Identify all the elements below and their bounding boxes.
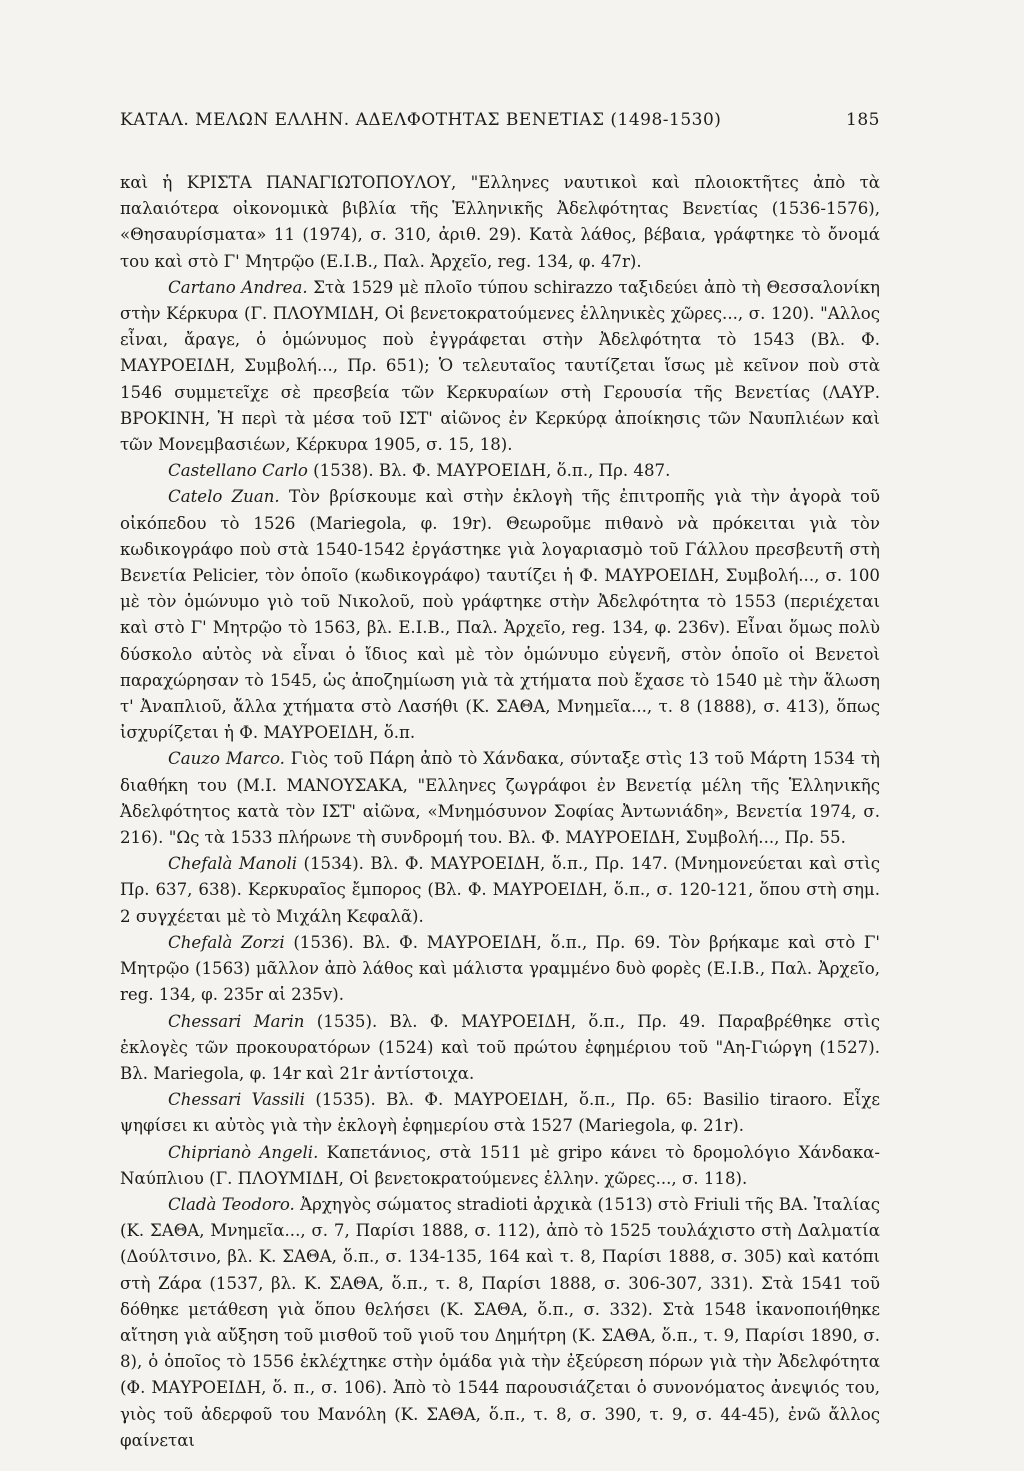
running-head-title: ΚΑΤΑΛ. ΜΕΛΩΝ ΕΛΛΗΝ. ΑΔΕΛΦΟΤΗΤΑΣ ΒΕΝΕΤΙΑΣ (1498-1530) xyxy=(120,110,722,130)
entry-text: Γιὸς τοῦ Πάρη ἀπὸ τὸ Χάνδακα, σύνταξε στὶς 13 τοῦ Μάρτη 1534 τὴ διαθήκη του (Μ.Ι. ΜΑΝΟΥΣΑΚΑ, "Ελληνες ζωγράφοι ἐν Βενετίᾳ μέλη τῆς Ἑλληνικῆς Ἀδελφότητος κατὰ τὸν ΙΣΤ' αἰῶνα, «Μνημόσυνον Σοφίας Ἀντωνιάδη», Βενετία 1974, σ. 216). "Ως τὰ 1533 πλήρωνε τὴ συνδρομή του. Βλ. Φ. ΜΑΥΡΟΕΙΔΗ, Συμβολή..., Πρ. 55. xyxy=(120,749,880,848)
entry-cauzo-marco xyxy=(120,746,880,851)
entry-heading: Cauzo Marco. xyxy=(168,749,285,769)
entry-chessari-marin xyxy=(120,1009,880,1088)
entry-catelo-zuan xyxy=(120,484,880,746)
page-number: 185 xyxy=(846,110,880,130)
entry-chessari-vassili xyxy=(120,1087,880,1139)
running-head xyxy=(120,110,880,130)
paragraph-continuation xyxy=(120,170,880,275)
entry-heading: Chefalà Zorzi xyxy=(168,932,285,952)
entry-text: Στὰ 1529 μὲ πλοῖο τύπου schirazzo ταξιδεύει ἀπὸ τὴ Θεσσαλονίκη στὴν Κέρκυρα (Γ. ΠΛΟΥΜΙΔΗ, Οἱ βενετοκρατούμενες ἑλληνικὲς χῶρες..., σ. 120). "Αλλος εἶναι, ἄραγε, ὁ ὁμώνυμος ποὺ ἐγγράφεται στὴν Ἀδελφότητα τὸ 1543 (Βλ. Φ. ΜΑΥΡΟΕΙΔΗ, Συμβολή..., Πρ. 651); Ὁ τελευταῖος ταυτίζεται ἴσως μὲ κεῖνον ποὺ στὰ 1546 συμμετεῖχε σὲ πρεσβεία τῶν Κερκυραίων στὴ Γερουσία τῆς Βενετίας (ΛΑΥΡ. ΒΡΟΚΙΝΗ, Ἡ περὶ τὰ μέσα τοῦ ΙΣΤ' αἰῶνος ἐν Κερκύρᾳ ἀποίκησις τῶν Ναυπλιέων καὶ τῶν Μονεμβασιέων, Κέρκυρα 1905, σ. 15, 18). xyxy=(120,277,881,455)
entry-heading: Cartano Andrea. xyxy=(168,277,308,297)
entry-heading: Chiprianò Angeli. xyxy=(168,1142,319,1162)
entry-castellano-carlo xyxy=(120,458,880,484)
entry-chipriano-angeli xyxy=(120,1140,880,1192)
entry-text: (1535). Βλ. Φ. ΜΑΥΡΟΕΙΔΗ, ὅ.π., Πρ. 65: Basilio tiraoro. Εἶχε ψηφίσει κι αὐτὸς γιὰ τὴν ἐκλογὴ ἐφημερίου στὰ 1527 (Mariegola, φ. 21r). xyxy=(120,1090,880,1136)
entry-cartano-andrea xyxy=(120,275,880,458)
paragraph-text: καὶ ἡ ΚΡΙΣΤΑ ΠΑΝΑΓΙΩΤΟΠΟΥΛΟΥ, "Ελληνες ναυτικοὶ καὶ πλοιοκτῆτες ἀπὸ τὰ παλαιότερα οἰκονομικὰ βιβλία τῆς Ἑλληνικῆς Ἀδελφότητας Βενετίας (1536-1576), «Θησαυρίσματα» 11 (1974), σ. 310, ἀριθ. 29). Κατὰ λάθος, βέβαια, γράφτηκε τὸ ὄνομά του καὶ στὸ Γ' Μητρῷο (Ε.Ι.Β., Παλ. Ἀρχεῖο, reg. 134, φ. 47r). xyxy=(120,173,880,271)
entry-heading: Cladà Teodoro. xyxy=(168,1194,295,1214)
entry-text: Ἀρχηγὸς σώματος stradioti ἀρχικὰ (1513) στὸ Friuli τῆς ΒΑ. Ἰταλίας (Κ. ΣΑΘΑ, Μνημεῖα..., σ. 7, Παρίσι 1888, σ. 112), ἀπὸ τὸ 1525 τουλάχιστο στὴ Δαλματία (Δούλτσινο, βλ. Κ. ΣΑΘΑ, ὅ.π., σ. 134-135, 164 καὶ τ. 8, Παρίσι 1888, σ. 305) καὶ κατόπι στὴ Ζάρα (1537, βλ. Κ. ΣΑΘΑ, ὅ.π., τ. 8, Παρίσι 1888, σ. 306-307, 331). Στὰ 1541 τοῦ δόθηκε μετάθεση γιὰ ὅπου θελήσει (Κ. ΣΑΘΑ, ὅ.π., σ. 332). Στὰ 1548 ἱκανοποιήθηκε αἴτηση γιὰ αὔξηση τοῦ μισθοῦ τοῦ γιοῦ του Δημήτρη (Κ. ΣΑΘΑ, ὅ.π., τ. 9, Παρίσι 1890, σ. 8), ὁ ὁποῖος τὸ 1556 ἐκλέχτηκε στὴν ὁμάδα γιὰ τὴν ἐξεύρεση πόρων γιὰ τὴν Ἀδελφότητα (Φ. ΜΑΥΡΟΕΙΔΗ, ὅ. π., σ. 106). Ἀπὸ τὸ 1544 παρουσιάζεται ὁ συνονόματος ἀνεψιός του, γιὸς τοῦ ἀδερφοῦ του Μανόλη (Κ. ΣΑΘΑ, ὅ.π., τ. 8, σ. 390, τ. 9, σ. 44-45), ἐνῶ ἄλλος φαίνεται xyxy=(120,1194,881,1450)
entry-text: (1538). Βλ. Φ. ΜΑΥΡΟΕΙΔΗ, ὅ.π., Πρ. 487. xyxy=(307,461,671,481)
entry-heading: Chessari Marin xyxy=(168,1011,305,1031)
entry-chefala-zorzi xyxy=(120,930,880,1009)
entry-chefala-manoli xyxy=(120,851,880,930)
entry-heading: Chessari Vassili xyxy=(168,1090,305,1110)
body-text xyxy=(120,170,880,1454)
entry-heading: Chefalà Manoli xyxy=(168,854,298,874)
entry-text: (1536). Βλ. Φ. ΜΑΥΡΟΕΙΔΗ, ὅ.π., Πρ. 69. Τὸν βρήκαμε καὶ στὸ Γ' Μητρῷο (1563) μᾶλλον ἀπὸ λάθος καὶ μάλιστα γραμμένο δυὸ φορὲς (Ε.Ι.Β., Παλ. Ἀρχεῖο, reg. 134, φ. 235r αἱ 235v). xyxy=(120,932,880,1005)
entry-heading: Catelo Zuan. xyxy=(168,487,280,507)
entry-text: Καπετάνιος, στὰ 1511 μὲ gripo κάνει τὸ δρομολόγιο Χάνδακα-Ναύπλιου (Γ. ΠΛΟΥΜΙΔΗ, Οἱ βενετοκρατούμενες ἑλλην. χῶρες..., σ. 118). xyxy=(120,1142,880,1188)
entry-text: (1534). Βλ. Φ. ΜΑΥΡΟΕΙΔΗ, ὅ.π., Πρ. 147. (Μνημονεύεται καὶ στὶς Πρ. 637, 638). Κερκυραῖος ἔμπορος (Βλ. Φ. ΜΑΥΡΟΕΙΔΗ, ὅ.π., σ. 120-121, ὅπου στὴ σημ. 2 συγχέεται μὲ τὸ Μιχάλη Κεφαλᾶ). xyxy=(120,854,880,926)
page xyxy=(120,110,880,1454)
entry-text: (1535). Βλ. Φ. ΜΑΥΡΟΕΙΔΗ, ὅ.π., Πρ. 49. Παραβρέθηκε στὶς ἐκλογὲς τῶν προκουρατόρων (1524) καὶ τοῦ πρώτου ἐφημέριου τοῦ "Αη-Γιώργη (1527). Βλ. Mariegola, φ. 14r καὶ 21r ἀντίστοιχα. xyxy=(120,1011,880,1083)
entry-clada-teodoro xyxy=(120,1192,880,1454)
entry-heading: Castellano Carlo xyxy=(168,461,308,481)
entry-text: Τὸν βρίσκουμε καὶ στὴν ἐκλογὴ τῆς ἐπιτροπῆς γιὰ τὴν ἀγορὰ τοῦ οἰκόπεδου τὸ 1526 (Mariegola, φ. 19r). Θεωροῦμε πιθανὸ νὰ πρόκειται γιὰ τὸν κωδικογράφο ποὺ στὰ 1540-1542 ἐργάστηκε γιὰ λογαριασμὸ τοῦ Γάλλου πρεσβευτῆ στὴ Βενετία Pelicier, τὸν ὁποῖο (κωδικογράφο) ταυτίζει ἡ Φ. ΜΑΥΡΟΕΙΔΗ, Συμβολή..., σ. 100 μὲ τὸν ὁμώνυμο γιὸ τοῦ Νικολοῦ, ποὺ γράφτηκε στὴν Ἀδελφότητα τὸ 1553 (περιέχεται καὶ στὸ Γ' Μητρῷο τὸ 1563, βλ. Ε.Ι.Β., Παλ. Ἀρχεῖο, reg. 134, φ. 236v). Εἶναι ὅμως πολὺ δύσκολο αὐτὸς νὰ εἶναι ὁ ἴδιος καὶ μὲ τὸν ὁμώνυμο εὐγενῆ, στὸν ὁποῖο οἱ Βενετοὶ παραχώρησαν τὸ 1545, ὡς ἀποζημίωση γιὰ τὰ χτήματα ποὺ ἔχασε τὸ 1540 μὲ τὴν ἅλωση τ' Ἀναπλιοῦ, ἄλλα χτήματα στὸ Λασήθι (Κ. ΣΑΘΑ, Μνημεῖα..., τ. 8 (1888), σ. 413), ὅπως ἰσχυρίζεται ἡ Φ. ΜΑΥΡΟΕΙΔΗ, ὅ.π. xyxy=(120,487,880,743)
